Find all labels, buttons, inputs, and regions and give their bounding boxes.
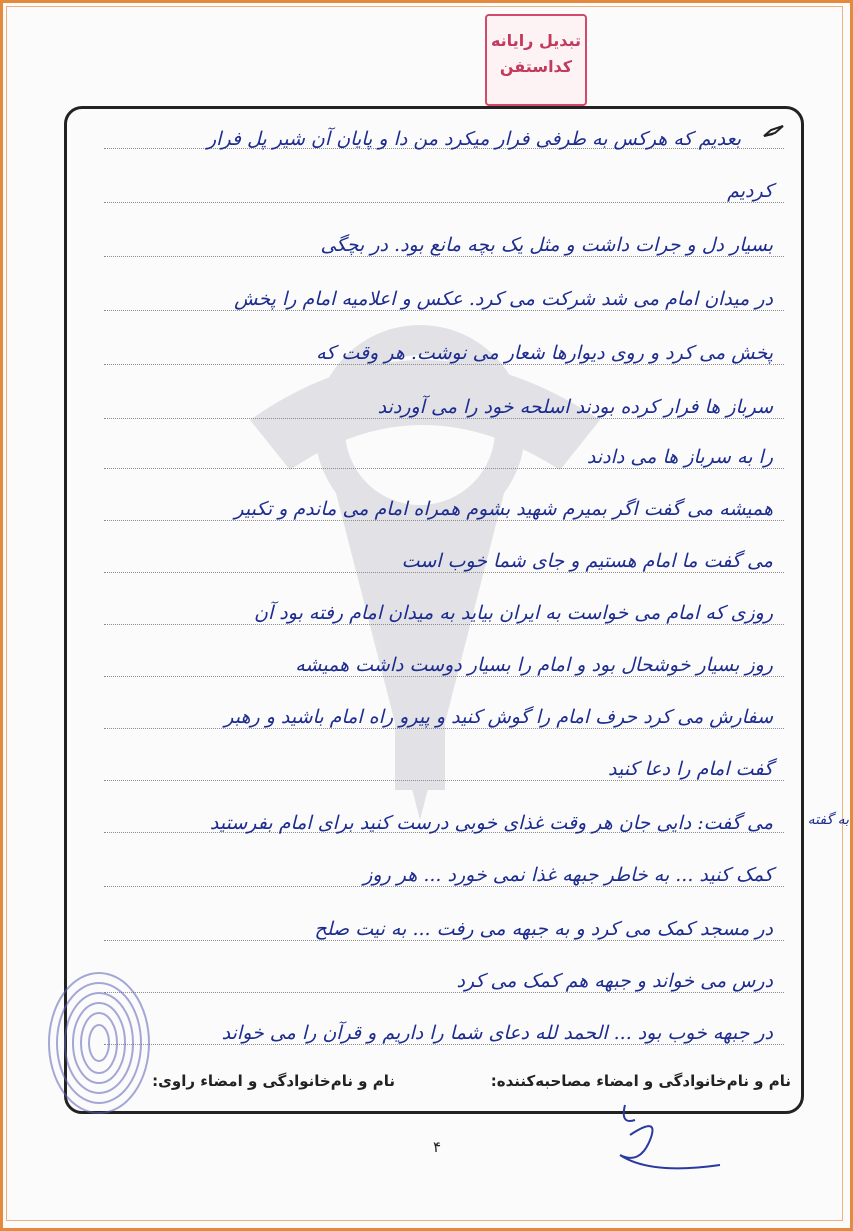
handwritten-line: روز بسیار خوشحال بود و امام را بسیار دوست داشت همیشه — [295, 654, 773, 676]
handwritten-line: کمک کنید ... به خاطر جبهه غذا نمی خورد ... هر روز — [363, 864, 773, 886]
ruled-line — [104, 886, 784, 887]
stamp-line-1: تبدیل رایانه — [490, 31, 582, 50]
ruled-line — [104, 202, 784, 203]
handwritten-line: سرباز ها فرار کرده بودند اسلحه خود را می آوردند — [377, 396, 773, 418]
handwritten-line: بسیار دل و جرات داشت و مثل یک بچه مانع بود. در بچگی — [320, 234, 773, 256]
handwritten-line: بعدیم که هرکس به طرفی فرار میکرد من دا و پایان آن شیر پل فرار — [206, 128, 741, 150]
ruled-line — [104, 676, 784, 677]
page-number: ۴ — [433, 1138, 442, 1156]
handwritten-line: در جبهه خوب بود ... الحمد لله دعای شما را داریم و قرآن را می خواند — [221, 1022, 773, 1044]
ruled-line — [104, 1044, 784, 1045]
handwritten-line: در مسجد کمک می کرد و به جبهه می رفت ... به نیت صلح — [314, 918, 773, 940]
handwritten-line: گفت امام را دعا کنید — [607, 758, 773, 780]
ruled-line — [104, 520, 784, 521]
ruled-line — [104, 310, 784, 311]
signature — [590, 1095, 730, 1175]
handwritten-line: می گفت: دایی جان هر وقت غذای خوبی درست کنید برای امام بفرستید — [209, 812, 773, 834]
ruled-line — [104, 940, 784, 941]
ruled-line — [104, 572, 784, 573]
ruled-line — [104, 992, 784, 993]
ruled-line — [104, 364, 784, 365]
ruled-line — [104, 418, 784, 419]
handwritten-line: می گفت ما امام هستیم و جای شما خوب است — [401, 550, 773, 572]
handwritten-line: سفارش می کرد حرف امام را گوش کنید و پیرو راه امام باشید و رهبر — [224, 706, 773, 728]
ruled-line — [104, 728, 784, 729]
quill-icon — [763, 124, 785, 138]
ruled-line — [104, 468, 784, 469]
handwritten-line: را به سرباز ها می دادند — [586, 446, 773, 468]
fingerprint — [44, 968, 154, 1118]
ruled-line — [104, 624, 784, 625]
handwritten-line: پخش می کرد و روی دیوارها شعار می نوشت. هر وقت که — [316, 342, 773, 364]
handwritten-line: همیشه می گفت اگر بمیرم شهید بشوم همراه امام می ماندم و تکبیر — [234, 498, 773, 520]
margin-note: به گفته — [807, 812, 849, 828]
handwritten-line: کردیم — [727, 180, 773, 202]
narrator-signature-label: نام و نام‌خانوادگی و امضاء راوی: — [152, 1072, 395, 1090]
handwritten-line: درس می خواند و جبهه هم کمک می کرد — [456, 970, 773, 992]
handwritten-line: روزی که امام می خواست به ایران بیاید به میدان امام رفته بود آن — [254, 602, 773, 624]
interviewer-signature-label: نام و نام‌خانوادگی و امضاء مصاحبه‌کننده: — [490, 1072, 791, 1090]
ruled-line — [104, 256, 784, 257]
archive-stamp — [485, 14, 587, 106]
stamp-line-2: کداستفن — [499, 57, 573, 76]
handwritten-line: در میدان امام می شد شرکت می کرد. عکس و اعلامیه امام را پخش — [234, 288, 773, 310]
ruled-line — [104, 780, 784, 781]
